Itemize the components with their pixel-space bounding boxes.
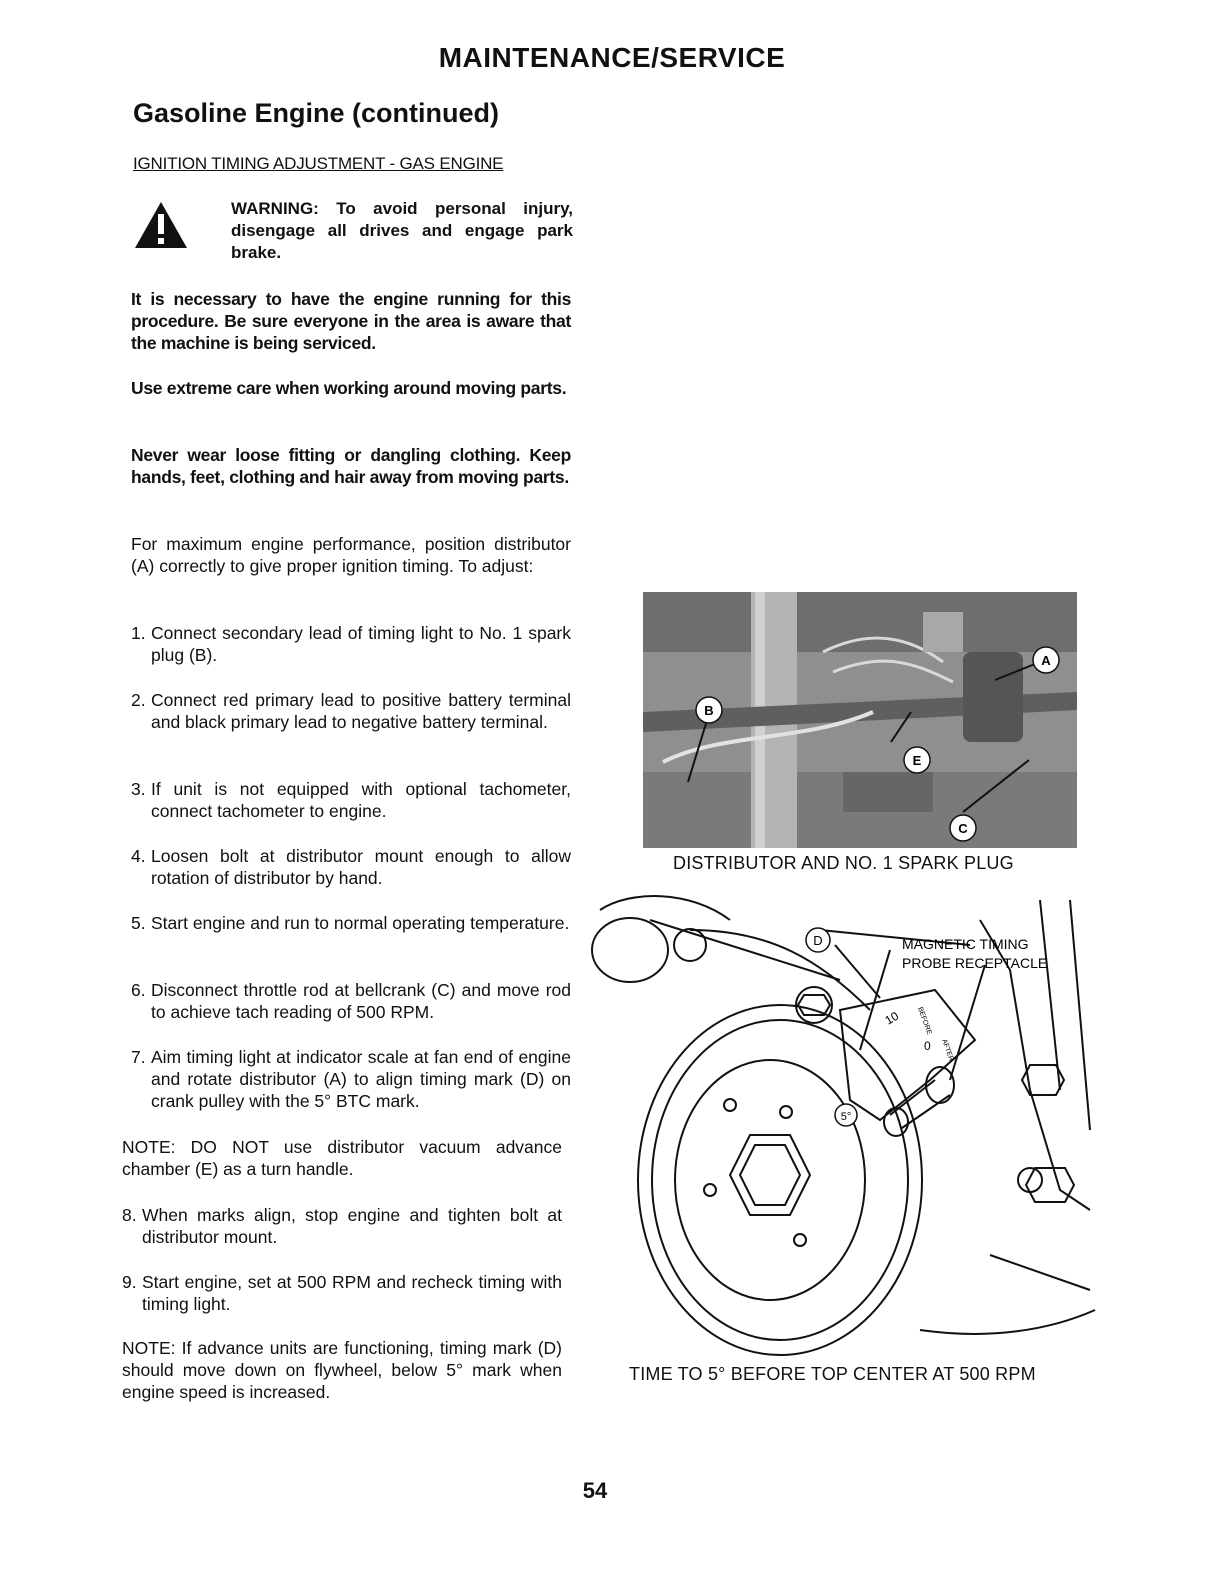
distributor-photo-drawing <box>643 592 1077 848</box>
step-text: Loosen bolt at distributor mount enough to allow rotation of distributor by hand. <box>151 846 571 888</box>
callout-e: E <box>912 753 922 768</box>
step-4 <box>131 845 571 889</box>
note-advance-units <box>122 1337 562 1403</box>
step-text: Start engine, set at 500 RPM and recheck timing with timing light. <box>142 1272 562 1314</box>
label-d: D <box>813 933 823 948</box>
callout-b: B <box>704 703 714 718</box>
step-number: 5. <box>131 913 146 933</box>
timing-diagram <box>590 890 1096 1360</box>
note-vacuum-advance <box>122 1136 562 1180</box>
probe-label-line2: PROBE RECEPTACLE <box>902 955 1048 971</box>
note-text: NOTE: DO NOT use distributor vacuum advance chamber (E) as a turn handle. <box>122 1137 562 1179</box>
step-3 <box>131 778 571 822</box>
step-number: 8. <box>122 1205 137 1225</box>
warning-block <box>133 198 573 264</box>
step-number: 3. <box>131 779 146 799</box>
step-text: When marks align, stop engine and tighten bolt at distributor mount. <box>142 1205 562 1247</box>
step-6 <box>131 979 571 1023</box>
step-9 <box>122 1271 562 1315</box>
paragraph-text: Never wear loose fitting or dangling clothing. Keep hands, feet, clothing and hair away from moving parts. <box>131 445 571 487</box>
note-text: NOTE: If advance units are functioning, timing mark (D) should move down on flywheel, below 5° mark when engine speed is increased. <box>122 1338 562 1402</box>
scale-after: AFTER <box>940 1038 955 1063</box>
step-number: 2. <box>131 690 146 710</box>
page-header: MAINTENANCE/SERVICE <box>438 42 786 73</box>
step-number: 4. <box>131 846 146 866</box>
warning-text: WARNING: To avoid personal injury, disengage all drives and engage park brake. <box>231 199 573 262</box>
paragraph-text: It is necessary to have the engine running for this procedure. Be sure everyone in the area is aware that the machine is being serviced. <box>131 289 571 353</box>
step-5 <box>131 912 571 934</box>
paragraph-clothing <box>131 444 571 488</box>
step-7 <box>131 1046 571 1112</box>
step-1 <box>131 622 571 666</box>
section-title: Gasoline Engine (continued) <box>133 98 500 128</box>
step-number: 1. <box>131 623 146 643</box>
step-text: Disconnect throttle rod at bellcrank (C) and move rod to achieve tach reading of 500 RPM. <box>151 980 571 1022</box>
paragraph-running <box>131 288 571 354</box>
diagram-caption: TIME TO 5° BEFORE TOP CENTER AT 500 RPM <box>629 1364 1036 1384</box>
distributor-photo <box>643 592 1077 848</box>
paragraph-intro <box>131 533 571 577</box>
page-number: 54 <box>582 1478 608 1503</box>
paragraph-care <box>131 377 571 399</box>
step-text: If unit is not equipped with optional tachometer, connect tachometer to engine. <box>151 779 571 821</box>
step-text: Start engine and run to normal operating temperature. <box>151 913 570 933</box>
timing-diagram-drawing <box>590 890 1096 1360</box>
step-text: Connect secondary lead of timing light to No. 1 spark plug (B). <box>151 623 571 665</box>
step-number: 6. <box>131 980 146 1000</box>
step-2 <box>131 689 571 733</box>
warning-triangle-icon <box>133 200 189 250</box>
scale-10: 10 <box>882 1008 902 1028</box>
scale-before: BEFORE <box>916 1006 933 1036</box>
step-number: 7. <box>131 1047 146 1067</box>
label-5-degree: 5° <box>840 1111 852 1123</box>
step-number: 9. <box>122 1272 137 1292</box>
paragraph-text: For maximum engine performance, position distributor (A) correctly to give proper ignition timing. To adjust: <box>131 534 571 576</box>
step-text: Connect red primary lead to positive battery terminal and black primary lead to negative battery terminal. <box>151 690 571 732</box>
probe-label-line1: MAGNETIC TIMING <box>902 936 1029 952</box>
callout-c: C <box>958 821 968 836</box>
paragraph-text: Use extreme care when working around moving parts. <box>131 378 567 398</box>
step-text: Aim timing light at indicator scale at fan end of engine and rotate distributor (A) to align timing mark (D) on crank pulley with the 5° BTC mark. <box>151 1047 571 1111</box>
scale-0: 0 <box>924 1039 931 1053</box>
callout-a: A <box>1041 653 1051 668</box>
subsection-title: IGNITION TIMING ADJUSTMENT - GAS ENGINE <box>133 154 504 173</box>
step-8 <box>122 1204 562 1248</box>
photo-caption: DISTRIBUTOR AND NO. 1 SPARK PLUG <box>673 853 1014 873</box>
